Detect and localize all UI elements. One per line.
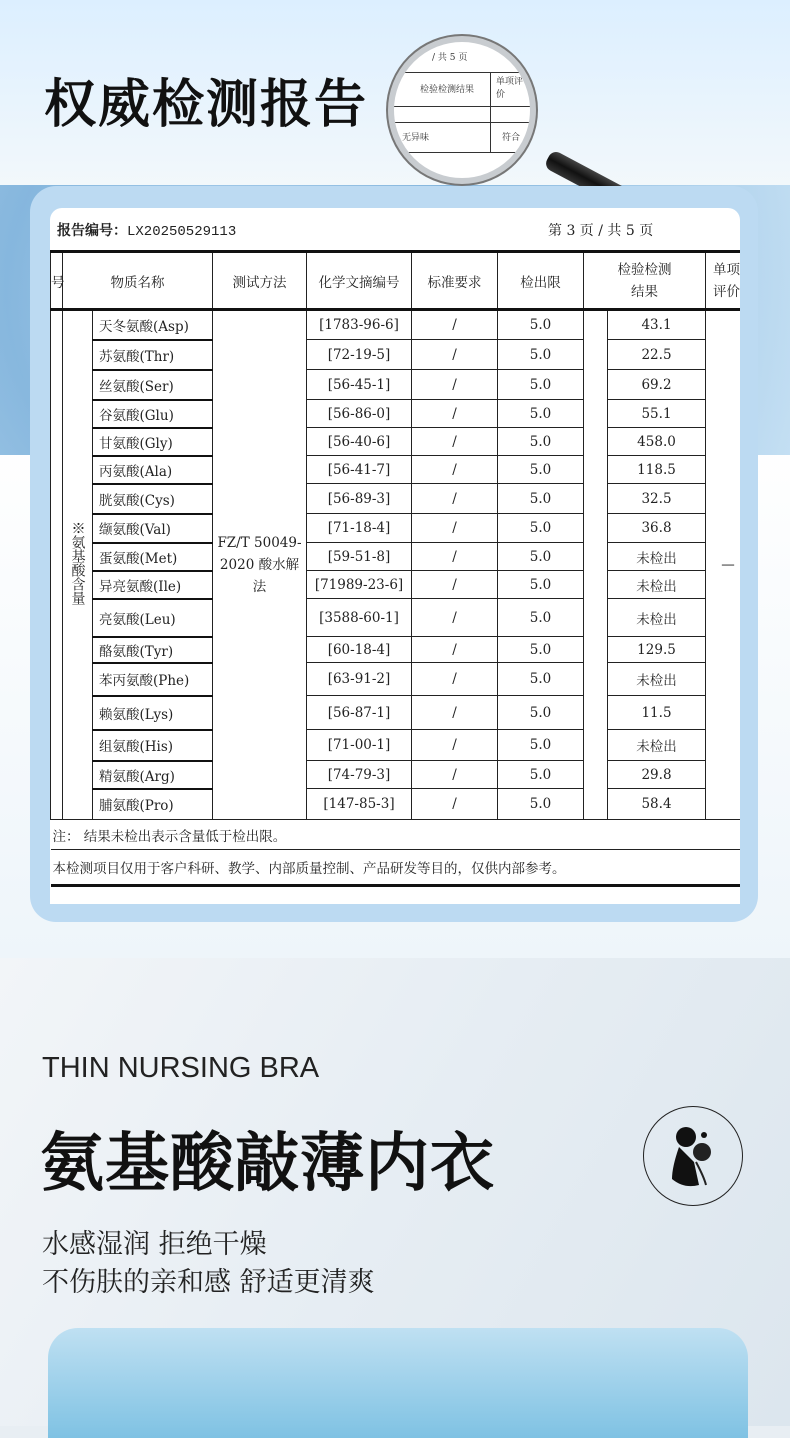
standard: / — [412, 456, 498, 484]
table-row — [51, 789, 741, 820]
standard: / — [412, 370, 498, 400]
disclaimer: 本检测项目仅用于客户科研、教学、内部质量控制、产品研发等目的，仅供内部参考。 — [51, 850, 741, 886]
result: 32.5 — [608, 484, 706, 514]
col-standard: 标准要求 — [412, 252, 498, 310]
cas-number: [71989-23-6] — [307, 571, 412, 599]
standard: / — [412, 663, 498, 696]
cas-number: [72-19-5] — [307, 340, 412, 370]
table-row — [51, 761, 741, 789]
mag-val2: 符合 — [502, 133, 521, 143]
limit: 5.0 — [498, 730, 584, 761]
result: 22.5 — [608, 340, 706, 370]
cas-number: [56-45-1] — [307, 370, 412, 400]
cas-number: [3588-60-1] — [307, 599, 412, 637]
limit: 5.0 — [498, 428, 584, 456]
product-title: 氨基酸敲薄内衣 — [40, 1127, 495, 1201]
result: 29.8 — [608, 761, 706, 789]
eval-cell: — — [706, 310, 741, 820]
limit: 5.0 — [498, 370, 584, 400]
report-sheet — [50, 208, 740, 904]
cas-number: [56-87-1] — [307, 696, 412, 730]
standard: / — [412, 789, 498, 820]
product-tagline-2: 不伤肤的亲和感 舒适更清爽 — [42, 1267, 375, 1298]
col-eval: 单项评价 — [706, 252, 741, 310]
cas-number: [71-18-4] — [307, 514, 412, 543]
table-row — [51, 400, 741, 428]
table-row — [51, 696, 741, 730]
col-name: 物质名称 — [63, 252, 213, 310]
seq-cell — [51, 310, 63, 820]
substance-name: 缬氨酸(Val) — [93, 514, 213, 543]
product-tagline-1: 水感湿润 拒绝干燥 — [42, 1229, 267, 1260]
result: 55.1 — [608, 400, 706, 428]
mag-val1: 无异味 — [402, 133, 430, 143]
standard: / — [412, 340, 498, 370]
col-seq: 号 — [51, 252, 63, 310]
table-row — [51, 370, 741, 400]
group-label: ※氨基酸含量 — [63, 310, 93, 820]
cas-number: [56-41-7] — [307, 456, 412, 484]
cas-number: [59-51-8] — [307, 543, 412, 571]
cas-number: [63-91-2] — [307, 663, 412, 696]
amino-acid-table — [50, 250, 740, 887]
table-row — [51, 543, 741, 571]
cas-number: [56-40-6] — [307, 428, 412, 456]
substance-name: 异亮氨酸(Ile) — [93, 571, 213, 599]
limit: 5.0 — [498, 456, 584, 484]
method-cell: FZ/T 50049-2020 酸水解法 — [213, 310, 307, 820]
cas-number: [74-79-3] — [307, 761, 412, 789]
result-spacer — [584, 310, 608, 820]
substance-name: 谷氨酸(Glu) — [93, 400, 213, 428]
limit: 5.0 — [498, 543, 584, 571]
magnifier-lens — [388, 36, 536, 184]
standard: / — [412, 400, 498, 428]
result: 129.5 — [608, 637, 706, 663]
substance-name: 丝氨酸(Ser) — [93, 370, 213, 400]
product-photo — [48, 1328, 748, 1438]
product-english-title: THIN NURSING BRA — [42, 1052, 320, 1084]
result: 未检出 — [608, 730, 706, 761]
table-row — [51, 340, 741, 370]
cas-number: [56-86-0] — [307, 400, 412, 428]
table-row — [51, 484, 741, 514]
table-row — [51, 428, 741, 456]
limit: 5.0 — [498, 789, 584, 820]
substance-name: 丙氨酸(Ala) — [93, 456, 213, 484]
limit: 5.0 — [498, 484, 584, 514]
standard: / — [412, 599, 498, 637]
limit: 5.0 — [498, 310, 584, 340]
substance-name: 甘氨酸(Gly) — [93, 428, 213, 456]
standard: / — [412, 761, 498, 789]
report-number: 报告编号：LX20250529113 — [57, 223, 237, 240]
standard: / — [412, 514, 498, 543]
standard: / — [412, 428, 498, 456]
table-row — [51, 456, 741, 484]
substance-name: 酪氨酸(Tyr) — [93, 637, 213, 663]
standard: / — [412, 696, 498, 730]
standard: / — [412, 637, 498, 663]
result: 69.2 — [608, 370, 706, 400]
table-row — [51, 637, 741, 663]
table-row — [51, 599, 741, 637]
cas-number: [1783-96-6] — [307, 310, 412, 340]
substance-name: 精氨酸(Arg) — [93, 761, 213, 789]
substance-name: 赖氨酸(Lys) — [93, 696, 213, 730]
limit: 5.0 — [498, 663, 584, 696]
table-row — [51, 310, 741, 340]
note: 注： 结果未检出表示含量低于检出限。 — [51, 820, 741, 850]
substance-name: 苯丙氨酸(Phe) — [93, 663, 213, 696]
limit: 5.0 — [498, 400, 584, 428]
col-cas: 化学文摘编号 — [307, 252, 412, 310]
cas-number: [56-89-3] — [307, 484, 412, 514]
cas-number: [71-00-1] — [307, 730, 412, 761]
standard: / — [412, 543, 498, 571]
table-row — [51, 571, 741, 599]
mag-col1: 检验检测结果 — [420, 85, 475, 95]
limit: 5.0 — [498, 637, 584, 663]
col-result: 检验检测结果 — [584, 252, 706, 310]
table-row — [51, 730, 741, 761]
standard: / — [412, 571, 498, 599]
substance-name: 亮氨酸(Leu) — [93, 599, 213, 637]
result: 未检出 — [608, 543, 706, 571]
limit: 5.0 — [498, 761, 584, 789]
result: 未检出 — [608, 599, 706, 637]
result: 43.1 — [608, 310, 706, 340]
col-method: 测试方法 — [213, 252, 307, 310]
standard: / — [412, 310, 498, 340]
limit: 5.0 — [498, 696, 584, 730]
limit: 5.0 — [498, 571, 584, 599]
col-limit: 检出限 — [498, 252, 584, 310]
substance-name: 蛋氨酸(Met) — [93, 543, 213, 571]
mag-col2: 单项评价 — [496, 77, 524, 100]
substance-name: 胱氨酸(Cys) — [93, 484, 213, 514]
result: 未检出 — [608, 571, 706, 599]
result: 未检出 — [608, 663, 706, 696]
standard: / — [412, 484, 498, 514]
result: 458.0 — [608, 428, 706, 456]
result: 58.4 — [608, 789, 706, 820]
table-row — [51, 514, 741, 543]
substance-name: 天冬氨酸(Asp) — [93, 310, 213, 340]
limit: 5.0 — [498, 340, 584, 370]
limit: 5.0 — [498, 514, 584, 543]
mother-baby-icon — [643, 1106, 743, 1206]
cas-number: [147-85-3] — [307, 789, 412, 820]
limit: 5.0 — [498, 599, 584, 637]
standard: / — [412, 730, 498, 761]
substance-name: 脯氨酸(Pro) — [93, 789, 213, 820]
result: 11.5 — [608, 696, 706, 730]
page-indicator: 第 3 页 / 共 5 页 — [548, 223, 654, 239]
page-title: 权威检测报告 — [44, 75, 369, 135]
cas-number: [60-18-4] — [307, 637, 412, 663]
result: 118.5 — [608, 456, 706, 484]
substance-name: 苏氨酸(Thr) — [93, 340, 213, 370]
result: 36.8 — [608, 514, 706, 543]
substance-name: 组氨酸(His) — [93, 730, 213, 761]
mag-page: / 共 5 页 — [432, 53, 468, 63]
table-row — [51, 663, 741, 696]
